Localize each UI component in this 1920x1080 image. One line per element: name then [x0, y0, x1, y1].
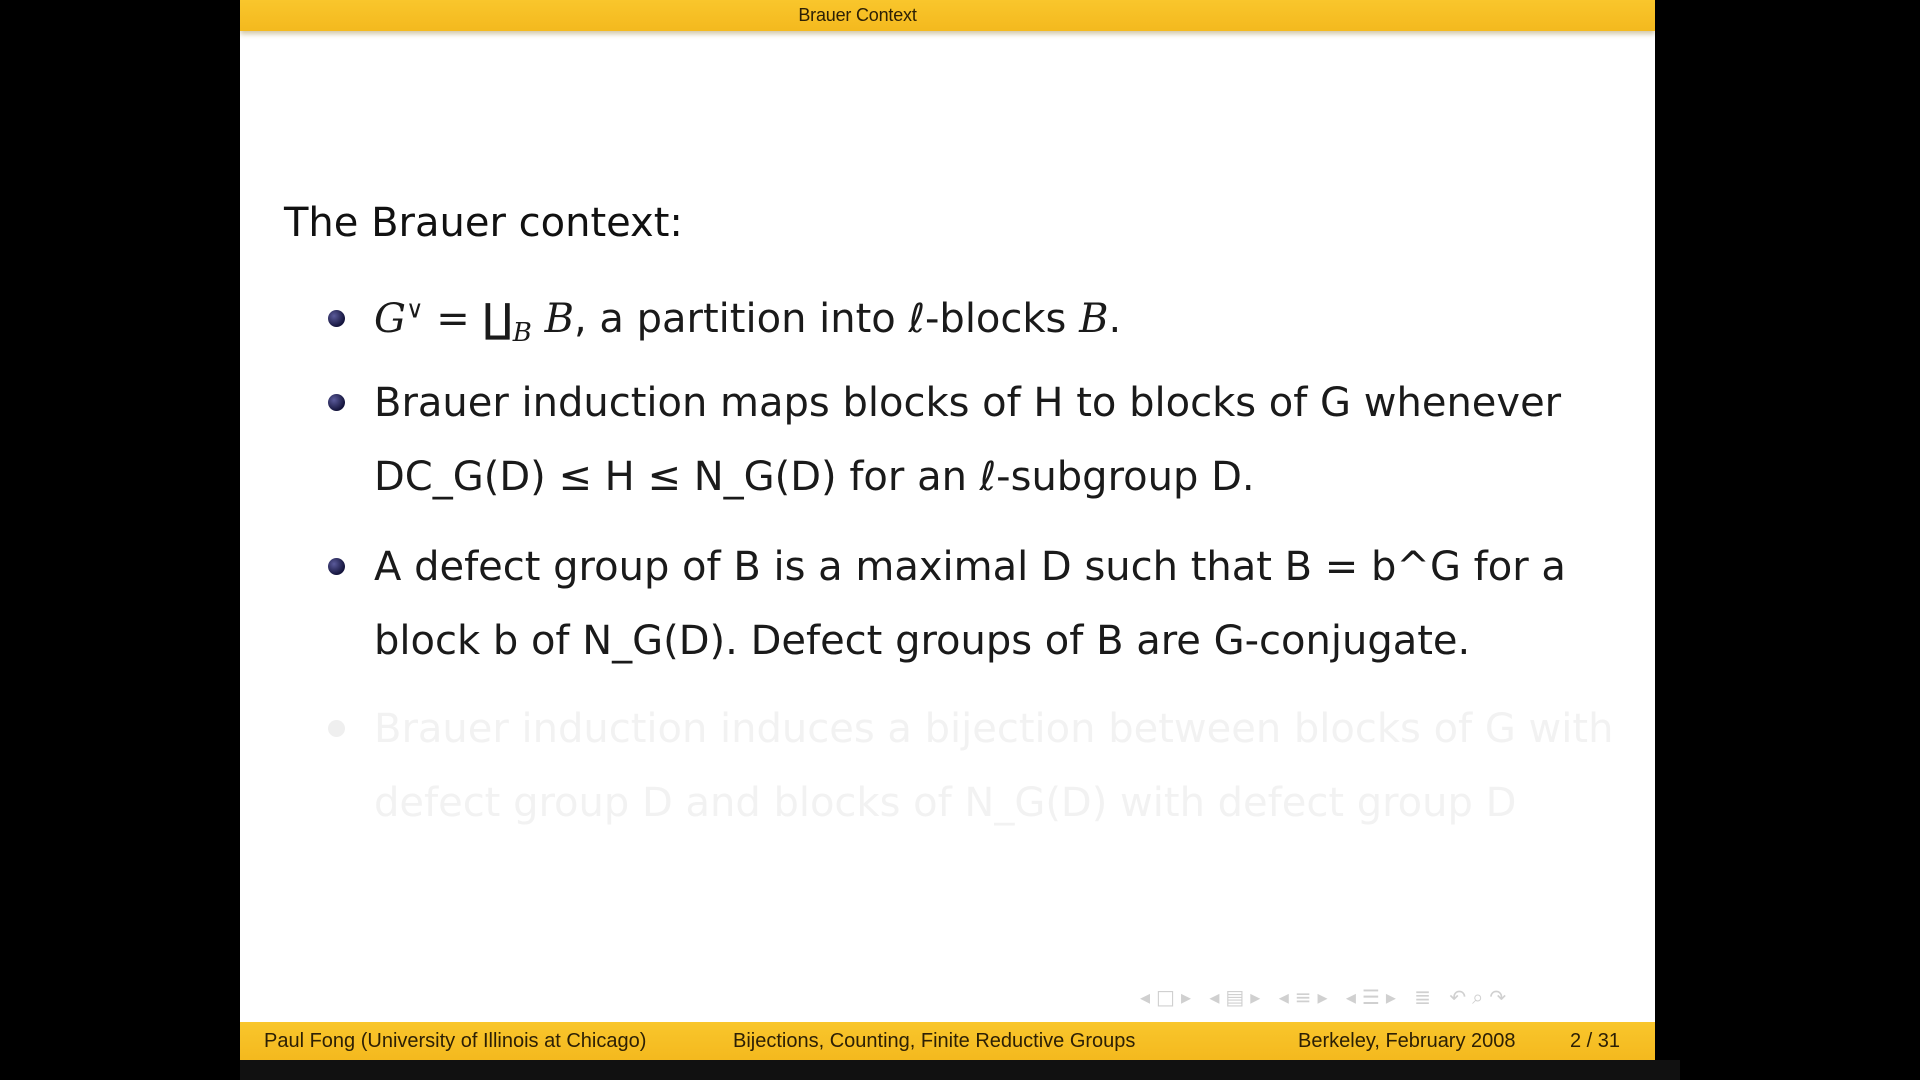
section-title: Brauer Context	[798, 5, 917, 25]
screen-bottom-strip	[240, 1060, 1680, 1080]
footer-talk-title: Bijections, Counting, Finite Reductive Groups	[733, 1030, 1136, 1052]
nav-section-icon[interactable]: ◂▤▸	[1209, 985, 1267, 1009]
footer-bar	[240, 1022, 1655, 1060]
slide	[240, 0, 1655, 1080]
navigation-symbols	[1140, 985, 1512, 1009]
bullet-item-4	[374, 692, 1624, 840]
nav-prev-icon[interactable]: ◂	[1140, 985, 1157, 1009]
footer-author: Paul Fong (University of Illinois at Chicago)	[264, 1030, 647, 1052]
bullet-item-3	[374, 530, 1624, 678]
bullet-text-2: Brauer induction maps blocks of H to blocks of G whenever DC_G(D) ≤ H ≤ N_G(D) for an ℓ-subgroup D.	[374, 380, 1562, 500]
bullet-icon	[328, 720, 345, 737]
nav-toc-icon[interactable]: ◂☰▸	[1345, 985, 1402, 1009]
nav-back-icon[interactable]: ↶⌕↷	[1449, 985, 1513, 1009]
bullet-icon	[328, 394, 345, 411]
footer-venue: Berkeley, February 2008	[1298, 1030, 1516, 1052]
footer-page-number: 2 / 31	[1570, 1030, 1621, 1052]
bullet-icon	[328, 558, 345, 575]
frame-title: The Brauer context:	[284, 200, 683, 246]
nav-next-icon[interactable]: ▸	[1180, 985, 1197, 1009]
bullet-text-4: Brauer induction induces a bijection between blocks of G with defect group D and blocks of N_G(D) with defect group D	[374, 706, 1614, 826]
bullet-icon	[328, 310, 345, 327]
bullet-item-2	[374, 366, 1624, 514]
nav-frame-icon[interactable]: □	[1156, 985, 1181, 1009]
nav-subsection-icon[interactable]: ◂≡▸	[1278, 985, 1334, 1009]
bullet-text-1: a partition into ℓ-blocks	[599, 296, 1067, 342]
header-bar	[240, 0, 1655, 31]
bullet-item-1: $G^\vee = ∐_B$ B, a partition into ℓ-blocks B.	[374, 282, 1624, 356]
bullet-text-3: A defect group of B is a maximal D such that B = b^G for a block b of N_G(D). Defect groups of B are G-conjugate.	[374, 544, 1566, 664]
nav-search-icon[interactable]: ≣	[1414, 985, 1438, 1009]
